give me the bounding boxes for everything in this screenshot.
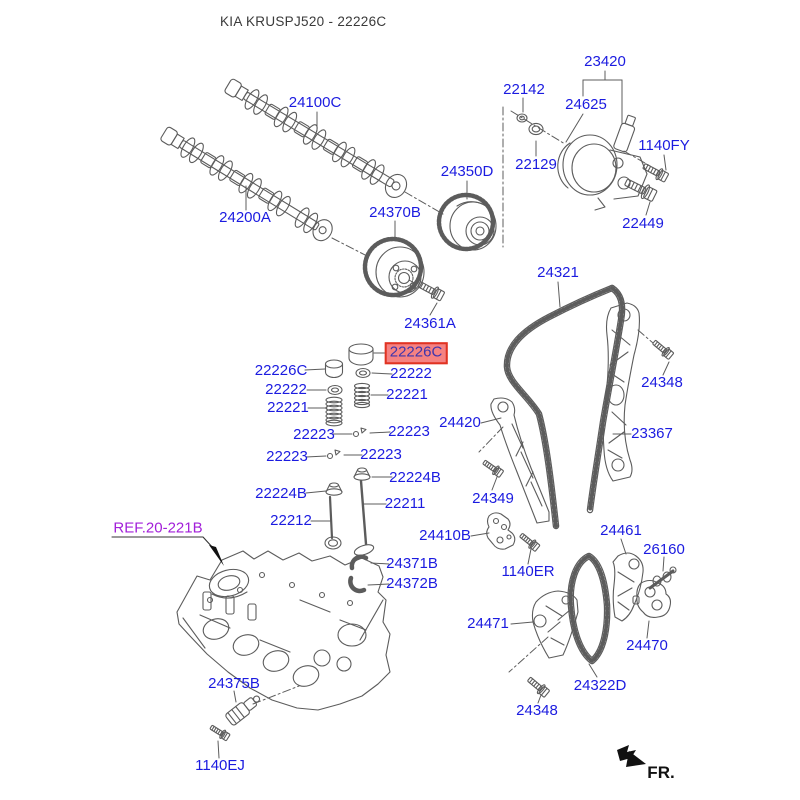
part-label-23420[interactable]: 23420	[584, 52, 626, 70]
part-label-24321[interactable]: 24321	[537, 263, 579, 281]
part-label-26160[interactable]: 26160	[643, 540, 685, 558]
page-title: KIA KRUSPJ520 - 22226C	[220, 14, 387, 29]
part-label-1140FY[interactable]: 1140FY	[638, 136, 690, 154]
part-label-22221[interactable]: 22221	[267, 398, 309, 416]
part-label-24349[interactable]: 24349	[472, 489, 514, 507]
part-label-24625[interactable]: 24625	[565, 95, 607, 113]
part-label-23367[interactable]: 23367	[631, 424, 673, 442]
cvvt-exhaust-drawing	[365, 239, 424, 297]
part-label-22223[interactable]: 22223	[388, 422, 430, 440]
part-label-24370B[interactable]: 24370B	[369, 203, 421, 221]
part-label-22223[interactable]: 22223	[293, 425, 335, 443]
cvvt-intake-drawing	[439, 195, 496, 250]
oil-pump-chain-drawing	[571, 556, 607, 661]
part-label-22211[interactable]: 22211	[384, 494, 426, 512]
part-label-24461[interactable]: 24461	[600, 521, 642, 539]
part-label-22224B[interactable]: 22224B	[255, 484, 307, 502]
ref-leader	[112, 537, 224, 566]
vacuum-pump-drawing	[558, 114, 647, 210]
part-label-24348[interactable]: 24348	[641, 373, 683, 391]
part-label-22221[interactable]: 22221	[386, 385, 428, 403]
part-label-24410B[interactable]: 24410B	[419, 526, 471, 544]
valve-train-drawing	[325, 344, 375, 591]
part-label-22222[interactable]: 22222	[390, 364, 432, 382]
part-label-1140ER[interactable]: 1140ER	[501, 562, 555, 580]
part-label-24470[interactable]: 24470	[626, 636, 668, 654]
part-label-24372B[interactable]: 24372B	[386, 574, 438, 592]
part-label-22212[interactable]: 22212	[270, 511, 312, 529]
part-label-22222[interactable]: 22222	[265, 380, 307, 398]
part-label-24471[interactable]: 24471	[467, 614, 509, 632]
part-label-22129[interactable]: 22129	[515, 155, 557, 173]
part-label-22223[interactable]: 22223	[266, 447, 308, 465]
part-label-24200A[interactable]: 24200A	[219, 208, 271, 226]
part-label-22223[interactable]: 22223	[360, 445, 402, 463]
part-label-24348[interactable]: 24348	[516, 701, 558, 719]
part-label-22226C[interactable]: 22226C	[254, 361, 308, 379]
part-label-22224B[interactable]: 22224B	[389, 468, 441, 486]
fr-arrow-icon	[617, 745, 646, 767]
oil-control-valve-drawing	[225, 692, 264, 726]
valve-spring-left	[326, 397, 342, 426]
part-label-22226C-highlighted[interactable]: 22226C	[385, 342, 448, 364]
part-label-24361A[interactable]: 24361A	[404, 314, 456, 332]
part-label-22142[interactable]: 22142	[503, 80, 545, 98]
part-label-24350D[interactable]: 24350D	[440, 162, 494, 180]
part-label-24100C[interactable]: 24100C	[288, 93, 342, 111]
chain-tensioner-drawing	[487, 513, 515, 549]
part-label-24322D[interactable]: 24322D	[573, 676, 627, 694]
ref-callout[interactable]: REF.20-221B	[113, 519, 203, 537]
fr-direction-label: FR.	[647, 763, 675, 782]
part-label-24420[interactable]: 24420	[439, 413, 481, 431]
part-label-22449[interactable]: 22449	[622, 214, 664, 232]
part-label-1140EJ[interactable]: 1140EJ	[195, 756, 245, 774]
part-label-24375B[interactable]: 24375B	[208, 674, 260, 692]
valve-spring-right	[355, 383, 370, 407]
part-label-24371B[interactable]: 24371B	[386, 554, 438, 572]
